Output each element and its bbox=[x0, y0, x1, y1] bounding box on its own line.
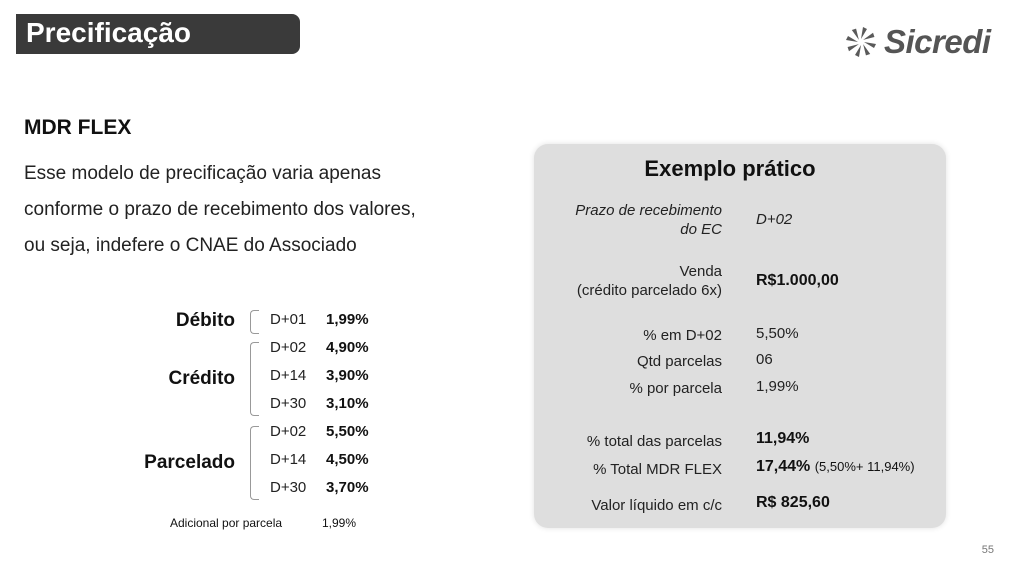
bracket bbox=[250, 310, 259, 334]
description-line: conforme o prazo de recebimento dos valores, bbox=[24, 199, 416, 220]
term-cell: D+30 bbox=[270, 479, 307, 496]
group-label-debito: Débito bbox=[175, 310, 235, 331]
description-line: ou seja, indefere o CNAE do Associado bbox=[24, 235, 357, 256]
page-number: 55 bbox=[981, 544, 994, 556]
rate-cell: 3,70% bbox=[326, 479, 369, 496]
rate-cell: 4,90% bbox=[326, 339, 369, 356]
group-label-credito: Crédito bbox=[168, 368, 235, 389]
page-title: Precificação bbox=[16, 14, 300, 54]
term-cell: D+14 bbox=[270, 451, 307, 468]
prazo-value: D+02 bbox=[756, 211, 793, 228]
pct-parcela-value: 1,99% bbox=[756, 378, 799, 395]
prazo-label-line: do EC bbox=[680, 221, 722, 238]
total-mdr-note: (5,50%+ 11,94%) bbox=[814, 459, 915, 474]
qtd-parcelas-value: 06 bbox=[756, 351, 773, 368]
term-cell: D+01 bbox=[270, 311, 307, 328]
bracket bbox=[250, 342, 259, 416]
total-parcelas-value: 11,94% bbox=[756, 430, 810, 447]
sicredi-logo bbox=[844, 22, 991, 62]
venda-label-line: (crédito parcelado 6x) bbox=[576, 282, 722, 299]
term-cell: D+14 bbox=[270, 367, 307, 384]
total-mdr-row bbox=[756, 458, 915, 476]
prazo-label bbox=[575, 201, 722, 239]
venda-value: R$1.000,00 bbox=[756, 272, 839, 289]
term-cell: D+02 bbox=[270, 339, 307, 356]
liquido-value: R$ 825,60 bbox=[756, 494, 830, 511]
rate-cell: 4,50% bbox=[326, 451, 369, 468]
venda-label bbox=[577, 262, 722, 300]
additional-label: Adicional por parcela bbox=[170, 516, 283, 530]
section-title: MDR FLEX bbox=[24, 116, 132, 139]
logo-text: Sicredi bbox=[884, 23, 991, 60]
rate-cell: 1,99% bbox=[326, 311, 369, 328]
total-mdr-value: 17,44% bbox=[756, 458, 811, 475]
prazo-label-line: Prazo de recebimento bbox=[575, 202, 722, 219]
qtd-parcelas-label: Qtd parcelas bbox=[636, 353, 722, 370]
rate-cell: 5,50% bbox=[326, 423, 369, 440]
sicredi-pinwheel-icon bbox=[844, 25, 878, 59]
rate-cell: 3,90% bbox=[326, 367, 369, 384]
bracket bbox=[250, 426, 259, 500]
rate-cell: 3,10% bbox=[326, 395, 369, 412]
pct-d02-value: 5,50% bbox=[756, 325, 799, 342]
term-cell: D+02 bbox=[270, 423, 307, 440]
example-title: Exemplo prático bbox=[644, 156, 816, 181]
venda-label-line: Venda bbox=[679, 263, 722, 280]
liquido-label: Valor líquido em c/c bbox=[591, 497, 722, 514]
group-label-parcelado: Parcelado bbox=[144, 452, 235, 473]
total-mdr-label: % Total MDR FLEX bbox=[593, 461, 722, 478]
pct-d02-label: % em D+02 bbox=[643, 327, 722, 344]
term-cell: D+30 bbox=[270, 395, 307, 412]
description bbox=[24, 156, 464, 264]
additional-value: 1,99% bbox=[322, 516, 357, 530]
total-parcelas-label: % total das parcelas bbox=[586, 433, 722, 450]
description-line: Esse modelo de precificação varia apenas bbox=[24, 163, 381, 184]
pct-parcela-label: % por parcela bbox=[629, 380, 722, 397]
